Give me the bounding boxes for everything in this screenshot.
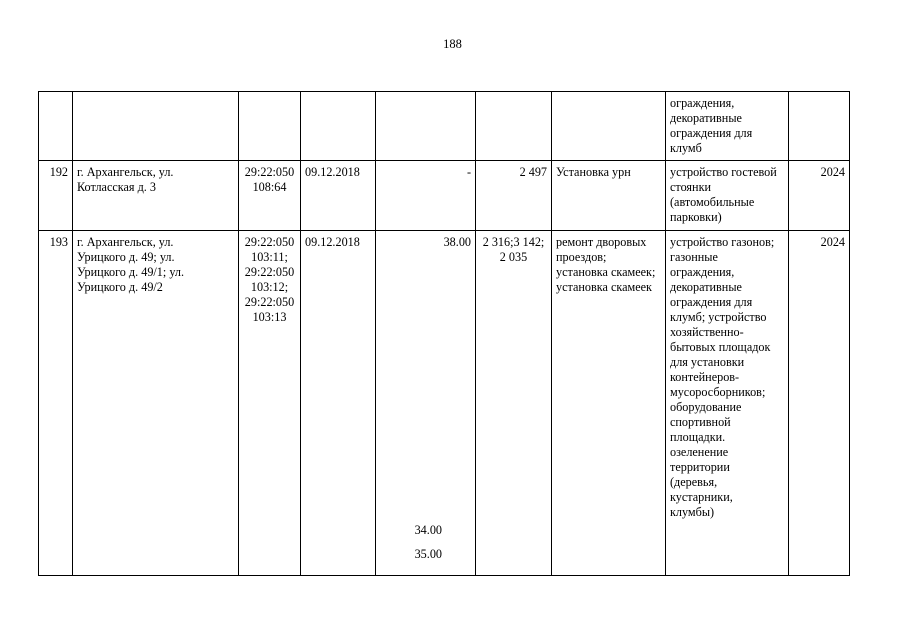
text-line: Урицкого д. 49/2 — [77, 280, 163, 294]
improvement-type-cell — [666, 161, 789, 231]
text-line: контейнеров- — [670, 370, 740, 384]
text-line: декоративные — [670, 111, 742, 125]
text-line: 2 316;3 142; — [482, 235, 545, 249]
text-line: кустарники, — [670, 490, 733, 504]
cost-cell — [476, 92, 552, 161]
date-cell: 09.12.2018 — [301, 161, 376, 231]
text-line: 108:64 — [252, 180, 287, 194]
table-row — [39, 92, 850, 161]
text-line: устройство газонов; — [670, 235, 775, 249]
address-cell — [73, 92, 239, 161]
text-line: ограждения для — [670, 295, 753, 309]
text-line: Урицкого д. 49/1; ул. — [77, 265, 185, 279]
works-cell — [552, 92, 666, 161]
text-line: 103:11; — [251, 250, 288, 264]
text-line: Котласская д. 3 — [77, 180, 156, 194]
row-number-cell: 192 — [39, 161, 73, 231]
date-cell: 09.12.2018 — [301, 231, 376, 576]
text-line: проездов; — [556, 250, 607, 264]
works-cell — [552, 231, 666, 576]
text-line: 34.00 — [414, 523, 442, 537]
improvement-type-cell — [666, 231, 789, 576]
text-line: 35.00 — [414, 547, 442, 561]
page-number: 188 — [443, 37, 462, 51]
cadastral-cell — [239, 92, 301, 161]
text-line: 103:13 — [252, 310, 287, 324]
area-cell — [376, 92, 476, 161]
text-line: г. Архангельск, ул. — [77, 235, 174, 249]
text-line: 2 035 — [499, 250, 528, 264]
text-line: площадки. — [670, 430, 726, 444]
text-line: ремонт дворовых — [556, 235, 647, 249]
text-line: устройство гостевой — [670, 165, 777, 179]
text-line: 29:22:050 — [244, 265, 295, 279]
text-line: хозяйственно- — [670, 325, 744, 339]
table-row — [39, 231, 850, 576]
address-cell — [73, 231, 239, 576]
text-line: газонные — [670, 250, 718, 264]
text-line: установка скамеек; — [556, 265, 656, 279]
text-line: спортивной — [670, 415, 731, 429]
text-line: 38.00 — [443, 235, 471, 249]
text-line: клумбы) — [670, 505, 715, 519]
text-line: стоянки — [670, 180, 712, 194]
text-line: 29:22:050 — [244, 235, 295, 249]
text-line: 29:22:050 — [244, 165, 295, 179]
text-line: мусоросборников; — [670, 385, 766, 399]
text-line: декоративные — [670, 280, 742, 294]
text-line: Урицкого д. 49; ул. — [77, 250, 175, 264]
year-cell: 2024 — [789, 231, 850, 576]
cadastral-cell — [239, 161, 301, 231]
text-line: установка скамеек — [556, 280, 652, 294]
text-line: для установки — [670, 355, 745, 369]
text-line: ограждения, — [670, 265, 735, 279]
improvement-type-cell — [666, 92, 789, 161]
text-line: парковки) — [670, 210, 722, 224]
text-line: территории — [670, 460, 730, 474]
text-line: 2 497 — [519, 165, 547, 179]
cost-cell — [476, 161, 552, 231]
text-line: 29:22:050 — [244, 295, 295, 309]
text-line: (деревья, — [670, 475, 718, 489]
area-cell — [376, 231, 476, 576]
text-line: озеленение — [670, 445, 729, 459]
address-cell — [73, 161, 239, 231]
works-cell — [552, 161, 666, 231]
date-cell — [301, 92, 376, 161]
area-extra-values — [415, 523, 442, 571]
row-number-cell — [39, 92, 73, 161]
text-line: оборудование — [670, 400, 742, 414]
table-row — [39, 161, 850, 231]
text-line: Установка урн — [556, 165, 631, 179]
cost-cell — [476, 231, 552, 576]
year-cell: 2024 — [789, 161, 850, 231]
text-line: бытовых площадок — [670, 340, 771, 354]
text-line: г. Архангельск, ул. — [77, 165, 174, 179]
objects-table — [38, 91, 850, 576]
cadastral-cell — [239, 231, 301, 576]
text-line: ограждения для — [670, 126, 753, 140]
area-cell: - — [376, 161, 476, 231]
text-line: 103:12; — [250, 280, 289, 294]
text-line: клумб — [670, 141, 702, 155]
text-line: клумб; устройство — [670, 310, 767, 324]
text-line: ограждения, — [670, 96, 735, 110]
year-cell — [789, 92, 850, 161]
text-line: (автомобильные — [670, 195, 755, 209]
row-number-cell: 193 — [39, 231, 73, 576]
